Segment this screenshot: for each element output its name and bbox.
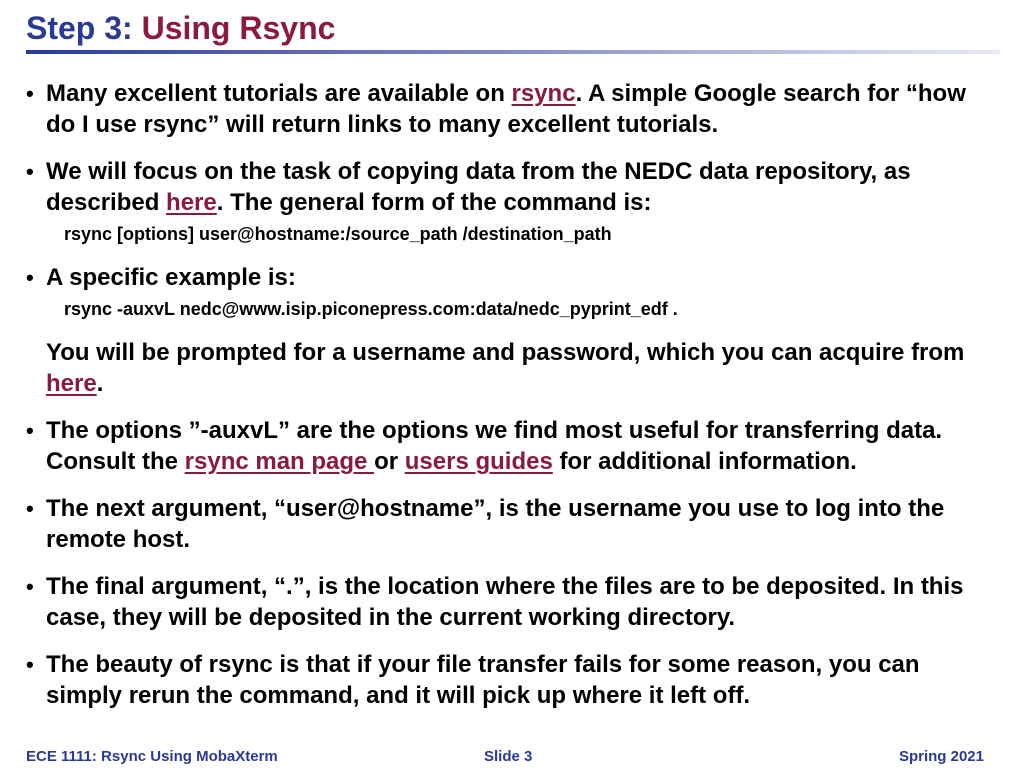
title-main-label: Using Rsync bbox=[141, 10, 336, 46]
bullet-tutorials bbox=[26, 78, 996, 140]
bullet-text: The options ”-auxvL” are the options we find most useful for transferring data. Consult the bbox=[46, 417, 943, 475]
bullet-example bbox=[26, 262, 996, 293]
here-link-repository[interactable]: here bbox=[166, 189, 217, 216]
footer-slide-number: Slide 3 bbox=[484, 748, 533, 765]
rsync-man-page-link[interactable]: rsync man page bbox=[184, 448, 375, 475]
users-guides-link[interactable]: users guides bbox=[404, 448, 553, 475]
bullet-text: The beauty of rsync is that if your file transfer fails for some reason, you can simply rerun the command, and it will pick up where it left off. bbox=[46, 651, 920, 709]
bullet-text: The final argument, “.”, is the location where the files are to be deposited. In this case, they will be deposited in the current working directory. bbox=[46, 573, 964, 631]
command-example: rsync -auxvL nedc@www.isip.piconepress.com:data/nedc_pyprint_edf . bbox=[64, 299, 678, 319]
bullet-final-argument bbox=[26, 571, 996, 633]
bullet-next-argument bbox=[26, 493, 996, 555]
bullet-text: for additional information. bbox=[552, 448, 857, 475]
bullet-text: Many excellent tutorials are available on bbox=[46, 80, 512, 107]
footer-course: ECE 1111: Rsync Using MobaXterm bbox=[26, 748, 278, 765]
bullet-text: The next argument, “user@hostname”, is the username you use to log into the remote host. bbox=[46, 495, 945, 553]
title-step-label: Step 3: bbox=[26, 10, 133, 46]
bullet-text: We will focus on the task of copying data from the NEDC data repository, as described bbox=[46, 158, 911, 216]
paragraph-credentials bbox=[26, 337, 996, 399]
bullet-text: or bbox=[374, 448, 405, 475]
bullet-focus bbox=[26, 156, 996, 218]
paragraph-text: . bbox=[96, 370, 104, 397]
bullet-text: A specific example is: bbox=[46, 264, 296, 291]
slide-title bbox=[26, 8, 335, 48]
rsync-link[interactable]: rsync bbox=[511, 80, 576, 107]
bullet-text: . The general form of the command is: bbox=[216, 189, 652, 216]
command-general-form: rsync [options] user@hostname:/source_path /destination_path bbox=[64, 224, 612, 244]
title-divider bbox=[26, 50, 1000, 54]
slide-body bbox=[26, 78, 996, 727]
paragraph-text: You will be prompted for a username and password, which you can acquire from bbox=[46, 339, 965, 366]
footer-term: Spring 2021 bbox=[898, 748, 984, 765]
bullet-options bbox=[26, 415, 996, 477]
here-link-credentials[interactable]: here bbox=[46, 370, 97, 397]
bullet-text: . A simple Google search for “how do I use rsync” will return links to many excellent tutorials. bbox=[46, 80, 966, 138]
bullet-beauty bbox=[26, 649, 996, 711]
